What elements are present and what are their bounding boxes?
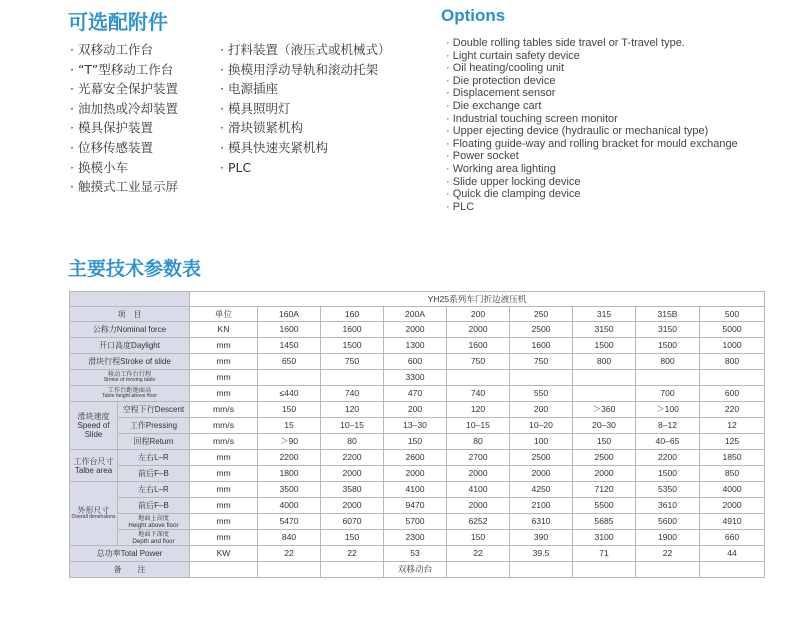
table-cell: 2100 <box>510 498 573 514</box>
series-title: YH25系列车门折边液压机 <box>190 292 765 307</box>
table-cell: 800 <box>700 354 765 370</box>
table-cell: 2200 <box>258 450 321 466</box>
table-cell: 1800 <box>258 466 321 482</box>
model-row <box>70 307 765 322</box>
table-cell: 13–30 <box>384 418 447 434</box>
row-label: 工作Pressing <box>118 418 190 434</box>
row-table-height <box>70 386 765 402</box>
model-header: 200 <box>447 307 510 322</box>
row-overall-fb <box>70 498 765 514</box>
table-cell: 1600 <box>321 322 384 338</box>
table-cell: 2000 <box>447 498 510 514</box>
table-cell: 2000 <box>447 466 510 482</box>
row-pressing <box>70 418 765 434</box>
row-unit: mm <box>190 354 258 370</box>
options-cn-list-right <box>220 40 390 177</box>
table-cell: 22 <box>636 546 700 562</box>
table-cell: 1500 <box>636 466 700 482</box>
option-item-en: · Working area lighting <box>446 163 738 176</box>
options-cn-title: 可选配附件 <box>68 10 168 34</box>
table-cell: 1600 <box>258 322 321 338</box>
spec-table <box>69 291 765 578</box>
group-label-en: Talbe area <box>74 465 113 475</box>
group-speed <box>70 402 118 450</box>
table-cell: 20–30 <box>573 418 636 434</box>
table-cell: 700 <box>636 386 700 402</box>
table-cell: 3100 <box>573 530 636 546</box>
table-cell: 2500 <box>510 450 573 466</box>
table-cell: 750 <box>321 354 384 370</box>
row-label: 左右L–R <box>118 450 190 466</box>
row-unit: mm <box>190 338 258 354</box>
row-label-en: Height above floor <box>128 521 179 529</box>
row-label-en: Stroke of moving table <box>103 377 156 384</box>
table-cell: 3580 <box>321 482 384 498</box>
table-cell: 600 <box>700 386 765 402</box>
row-unit: mm <box>190 466 258 482</box>
row-descent <box>70 402 765 418</box>
table-cell: 100 <box>510 434 573 450</box>
row-return <box>70 434 765 450</box>
table-cell: 4000 <box>700 482 765 498</box>
table-cell: 22 <box>321 546 384 562</box>
table-cell: 1300 <box>384 338 447 354</box>
unit-label: 单位 <box>190 307 258 322</box>
table-cell: 2000 <box>321 466 384 482</box>
table-cell: 4000 <box>258 498 321 514</box>
row-label-cn: 地面上高度 <box>138 514 169 522</box>
table-cell: 39.5 <box>510 546 573 562</box>
group-label-cn: 滑块速度 <box>77 412 110 421</box>
option-item-cn: · 双移动工作台 <box>70 40 178 60</box>
row-label: 公称力Nominal force <box>70 322 190 338</box>
table-cell: 1500 <box>636 338 700 354</box>
table-cell: 650 <box>258 354 321 370</box>
row-table-fb <box>70 466 765 482</box>
table-cell: 44 <box>700 546 765 562</box>
table-cell: 2300 <box>384 530 447 546</box>
table-cell: 4250 <box>510 482 573 498</box>
table-cell: 6310 <box>510 514 573 530</box>
table-cell: 2500 <box>573 450 636 466</box>
option-item-cn: · 模具保护装置 <box>70 118 178 138</box>
table-cell: 2200 <box>321 450 384 466</box>
option-item-cn: · 模具快速夹紧机构 <box>220 138 390 158</box>
row-unit: mm/s <box>190 402 258 418</box>
row-label-en: Depth and floor <box>132 537 175 545</box>
row-table-lr <box>70 450 765 466</box>
table-cell: ＞90 <box>258 434 321 450</box>
row-overall-lr <box>70 482 765 498</box>
table-cell: 3300 <box>384 370 447 386</box>
row-label: 总功率Total Power <box>70 546 190 562</box>
group-label-cn: 工作台尺寸 <box>73 456 114 466</box>
table-cell: 1600 <box>510 338 573 354</box>
option-item-en: · Double rolling tables side travel or T-travel type. <box>446 37 738 50</box>
series-row <box>70 292 765 307</box>
row-label-cn: 地面下深度 <box>138 530 169 538</box>
table-cell: 22 <box>447 546 510 562</box>
table-cell: 4100 <box>384 482 447 498</box>
row-nominal-force <box>70 322 765 338</box>
table-cell: 3610 <box>636 498 700 514</box>
option-item-en: · Industrial touching screen monitor <box>446 113 738 126</box>
option-item-cn: · “T”型移动工作台 <box>70 60 178 80</box>
table-cell: 800 <box>636 354 700 370</box>
table-cell: 850 <box>700 466 765 482</box>
model-header: 160 <box>321 307 384 322</box>
row-unit: mm <box>190 530 258 546</box>
table-cell: 80 <box>447 434 510 450</box>
table-cell: 2200 <box>636 450 700 466</box>
row-label <box>118 530 190 546</box>
option-item-cn: · 滑块锁紧机构 <box>220 118 390 138</box>
row-label: 开口高度Daylight <box>70 338 190 354</box>
table-cell: 150 <box>321 530 384 546</box>
table-cell: 5700 <box>384 514 447 530</box>
table-cell: 10–15 <box>447 418 510 434</box>
model-header: 315 <box>573 307 636 322</box>
row-unit: mm <box>190 386 258 402</box>
row-unit: KW <box>190 546 258 562</box>
table-cell: 7120 <box>573 482 636 498</box>
row-label-en: Table height above floor <box>101 393 158 400</box>
table-cell: 5000 <box>700 322 765 338</box>
row-label: 备 注 <box>70 562 190 578</box>
row-label: 左右L–R <box>118 482 190 498</box>
table-cell: 220 <box>700 402 765 418</box>
row-daylight <box>70 338 765 354</box>
table-cell: 200 <box>510 402 573 418</box>
table-cell: 840 <box>258 530 321 546</box>
table-cell: 2500 <box>510 322 573 338</box>
table-cell: 71 <box>573 546 636 562</box>
table-cell: 1900 <box>636 530 700 546</box>
model-header: 200A <box>384 307 447 322</box>
row-unit: mm <box>190 450 258 466</box>
table-cell: 6252 <box>447 514 510 530</box>
row-unit: mm <box>190 498 258 514</box>
table-cell: 2000 <box>384 322 447 338</box>
table-cell: ＞360 <box>573 402 636 418</box>
table-cell: 5470 <box>258 514 321 530</box>
table-cell: 750 <box>447 354 510 370</box>
option-item-en: · Floating guide-way and rolling bracket for mould exchange <box>446 138 738 151</box>
option-item-en: · Upper ejecting device (hydraulic or mechanical type) <box>446 125 738 138</box>
table-cell: 150 <box>447 530 510 546</box>
options-cn-list-left <box>70 40 178 197</box>
table-cell: 120 <box>447 402 510 418</box>
row-unit: mm <box>190 370 258 386</box>
table-cell: 3500 <box>258 482 321 498</box>
row-label: 回程Return <box>118 434 190 450</box>
table-corner <box>70 292 190 307</box>
group-label-cn: 外形尺寸 <box>77 506 110 516</box>
model-header: 315B <box>636 307 700 322</box>
table-cell: 80 <box>321 434 384 450</box>
table-cell: 12 <box>700 418 765 434</box>
table-cell: 5500 <box>573 498 636 514</box>
row-unit: KN <box>190 322 258 338</box>
option-item-en: · Die protection device <box>446 75 738 88</box>
row-unit: mm <box>190 514 258 530</box>
row-label <box>70 386 190 402</box>
option-item-cn: · 打料装置（液压式或机械式） <box>220 40 390 60</box>
table-cell: 1600 <box>447 338 510 354</box>
table-cell: 2600 <box>384 450 447 466</box>
table-cell <box>573 386 636 402</box>
table-cell: 4100 <box>447 482 510 498</box>
options-en-list <box>446 37 738 213</box>
remark-value: 双移动台 <box>384 562 447 578</box>
model-header: 160A <box>258 307 321 322</box>
table-cell: ＞100 <box>636 402 700 418</box>
table-cell: 40–65 <box>636 434 700 450</box>
table-cell: 8–12 <box>636 418 700 434</box>
table-cell: 5685 <box>573 514 636 530</box>
table-cell: 2000 <box>384 466 447 482</box>
row-label: 前后F–B <box>118 498 190 514</box>
table-cell: 740 <box>321 386 384 402</box>
table-cell: 1500 <box>573 338 636 354</box>
table-cell: 1500 <box>321 338 384 354</box>
option-item-cn: · 换模小车 <box>70 158 178 178</box>
row-unit: mm/s <box>190 434 258 450</box>
model-header: 250 <box>510 307 573 322</box>
option-item-cn: · 光幕安全保护装置 <box>70 79 178 99</box>
group-overall <box>70 482 118 546</box>
group-label-en: Speed of Slide <box>77 421 110 439</box>
table-cell: 150 <box>258 402 321 418</box>
table-cell: 750 <box>510 354 573 370</box>
option-item-cn: · 电源插座 <box>220 79 390 99</box>
group-table-size <box>70 450 118 482</box>
option-item-cn: · 油加热或冷却装置 <box>70 99 178 119</box>
table-cell: 200 <box>384 402 447 418</box>
option-item-en: · Power socket <box>446 150 738 163</box>
table-cell: 2000 <box>700 498 765 514</box>
table-cell: 1850 <box>700 450 765 466</box>
table-cell: 22 <box>258 546 321 562</box>
table-cell: 2000 <box>510 466 573 482</box>
table-cell: 470 <box>384 386 447 402</box>
table-cell: 15 <box>258 418 321 434</box>
table-cell: 10–20 <box>510 418 573 434</box>
row-moving-table <box>70 370 765 386</box>
table-cell: 150 <box>384 434 447 450</box>
row-label: 前后F–B <box>118 466 190 482</box>
table-cell: 2000 <box>447 322 510 338</box>
row-remark <box>70 562 765 578</box>
table-cell: 4910 <box>700 514 765 530</box>
row-label: 滑块行程Stroke of slide <box>70 354 190 370</box>
table-cell: ≤440 <box>258 386 321 402</box>
table-cell: 2000 <box>573 466 636 482</box>
row-label <box>118 514 190 530</box>
table-cell: 600 <box>384 354 447 370</box>
model-header: 500 <box>700 307 765 322</box>
option-item-en: · PLC <box>446 201 738 214</box>
row-total-power <box>70 546 765 562</box>
option-item-en: · Quick die clamping device <box>446 188 738 201</box>
table-cell: 150 <box>573 434 636 450</box>
option-item-en: · Slide upper locking device <box>446 176 738 189</box>
table-cell: 2700 <box>447 450 510 466</box>
option-item-en: · Oil heating/cooling unit <box>446 62 738 75</box>
row-height-above <box>70 514 765 530</box>
row-label <box>70 370 190 386</box>
table-cell: 660 <box>700 530 765 546</box>
option-item-cn: · PLC <box>220 158 390 178</box>
row-label-cn: 移动工作台行程 <box>107 371 152 379</box>
row-stroke <box>70 354 765 370</box>
row-unit: mm/s <box>190 418 258 434</box>
item-label: 项 目 <box>70 307 190 322</box>
table-cell: 120 <box>321 402 384 418</box>
option-item-cn: · 模具照明灯 <box>220 99 390 119</box>
option-item-cn: · 触摸式工业显示屏 <box>70 177 178 197</box>
option-item-en: · Displacement sensor <box>446 87 738 100</box>
row-depth-below <box>70 530 765 546</box>
options-en-title: Options <box>441 6 506 25</box>
option-item-cn: · 换模用浮动导轨和滚动托架 <box>220 60 390 80</box>
table-cell: 800 <box>573 354 636 370</box>
table-cell: 5600 <box>636 514 700 530</box>
table-cell: 1450 <box>258 338 321 354</box>
table-cell: 6070 <box>321 514 384 530</box>
table-cell: 1000 <box>700 338 765 354</box>
params-title: 主要技术参数表 <box>68 258 202 280</box>
table-cell: 9470 <box>384 498 447 514</box>
group-label-en: Overall dimensions <box>71 514 116 521</box>
table-cell: 53 <box>384 546 447 562</box>
table-cell: 125 <box>700 434 765 450</box>
table-cell: 3150 <box>636 322 700 338</box>
option-item-en: · Light curtain safety device <box>446 50 738 63</box>
table-cell: 5350 <box>636 482 700 498</box>
table-cell: 390 <box>510 530 573 546</box>
row-label: 空程下行Descent <box>118 402 190 418</box>
table-cell: 3150 <box>573 322 636 338</box>
table-cell: 740 <box>447 386 510 402</box>
table-cell: 550 <box>510 386 573 402</box>
option-item-en: · Die exchange cart <box>446 100 738 113</box>
option-item-cn: · 位移传感装置 <box>70 138 178 158</box>
table-cell: 2000 <box>321 498 384 514</box>
table-cell: 10–15 <box>321 418 384 434</box>
row-unit: mm <box>190 482 258 498</box>
row-label-cn: 工作台距地面高 <box>107 387 152 395</box>
